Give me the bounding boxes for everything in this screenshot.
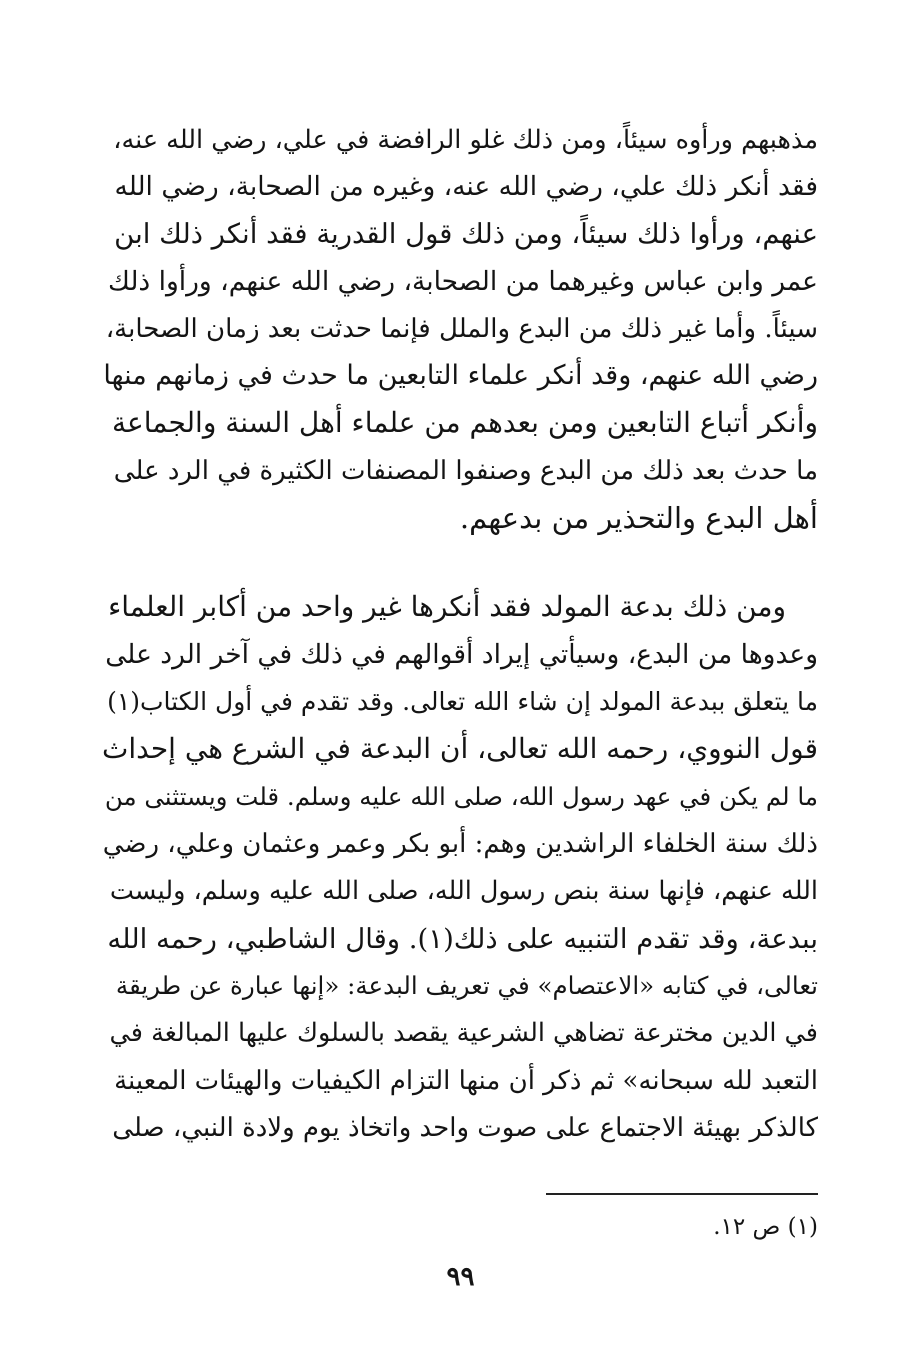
paragraph-1-line-2: فقد أنكر ذلك علي، رضي الله عنه، وغيره من الصحابة، رضي الله	[114, 171, 818, 202]
footnote-separator	[546, 1193, 818, 1195]
paragraph-1-line-4: عمر وابن عباس وغيرهما من الصحابة، رضي الله عنهم، ورأوا ذلك	[107, 266, 818, 297]
paragraph-1-line-9: أهل البدع والتحذير من بدعهم.	[459, 501, 818, 535]
paragraph-2-line-4: قول النووي، رحمه الله تعالى، أن البدعة في الشرع هي إحداث	[102, 732, 818, 765]
paragraph-2-line-9: تعالى، في كتابه «الاعتصام» في تعريف البدعة: «إنها عبارة عن طريقة	[115, 971, 818, 1000]
paragraph-2-line-7: الله عنهم، فإنها سنة بنص رسول الله، صلى الله عليه وسلم، وليست	[109, 876, 818, 906]
footnote: (١) ص ١٢.	[713, 1214, 818, 1240]
paragraph-2-line-2: وعدوها من البدع، وسيأتي إيراد أقوالهم في ذلك في آخر الرد على	[105, 639, 818, 670]
paragraph-2-line-3: ما يتعلق ببدعة المولد إن شاء الله تعالى. وقد تقدم في أول الكتاب(١)	[107, 687, 818, 716]
paragraph-2-line-12: كالذكر بهيئة الاجتماع على صوت واحد واتخاذ يوم ولادة النبي، صلى	[112, 1113, 818, 1143]
page-number: ٩٩	[446, 1262, 475, 1292]
paragraph-1-line-6: رضي الله عنهم، وقد أنكر علماء التابعين ما حدث في زمانهم منها	[103, 360, 818, 391]
paragraph-1-line-3: عنهم، ورأوا ذلك سيئاً، ومن ذلك قول القدرية فقد أنكر ذلك ابن	[114, 218, 818, 250]
paragraph-2-line-10: في الدين مخترعة تضاهي الشرعية يقصد بالسلوك عليها المبالغة في	[109, 1018, 818, 1048]
paragraph-2-line-11: التعبد لله سبحانه» ثم ذكر أن منها التزام الكيفيات والهيئات المعينة	[114, 1066, 818, 1096]
paragraph-2-line-6: ذلك سنة الخلفاء الراشدين وهم: أبو بكر وعمر وعثمان وعلي، رضي	[102, 829, 818, 859]
paragraph-1-line-7: وأنكر أتباع التابعين ومن بعدهم من علماء أهل السنة والجماعة	[112, 406, 818, 439]
paragraph-2-line-8: ببدعة، وقد تقدم التنبيه على ذلك(١). وقال الشاطبي، رحمه الله	[107, 923, 818, 955]
paragraph-2-line-5: ما لم يكن في عهد رسول الله، صلى الله عليه وسلم. قلت ويستثنى من	[104, 782, 818, 811]
paragraph-1-line-8: ما حدث بعد ذلك من البدع وصنفوا المصنفات الكثيرة في الرد على	[113, 456, 818, 486]
paragraph-2-line-1: ومن ذلك بدعة المولد فقد أنكرها غير واحد من أكابر العلماء	[108, 590, 786, 623]
paragraph-1-line-5: سيئاً. وأما غير ذلك من البدع والملل فإنما حدثت بعد زمان الصحابة،	[105, 314, 818, 344]
paragraph-1-line-1: مذهبهم ورأوه سيئاً، ومن ذلك غلو الرافضة في علي، رضي الله عنه،	[113, 125, 818, 155]
